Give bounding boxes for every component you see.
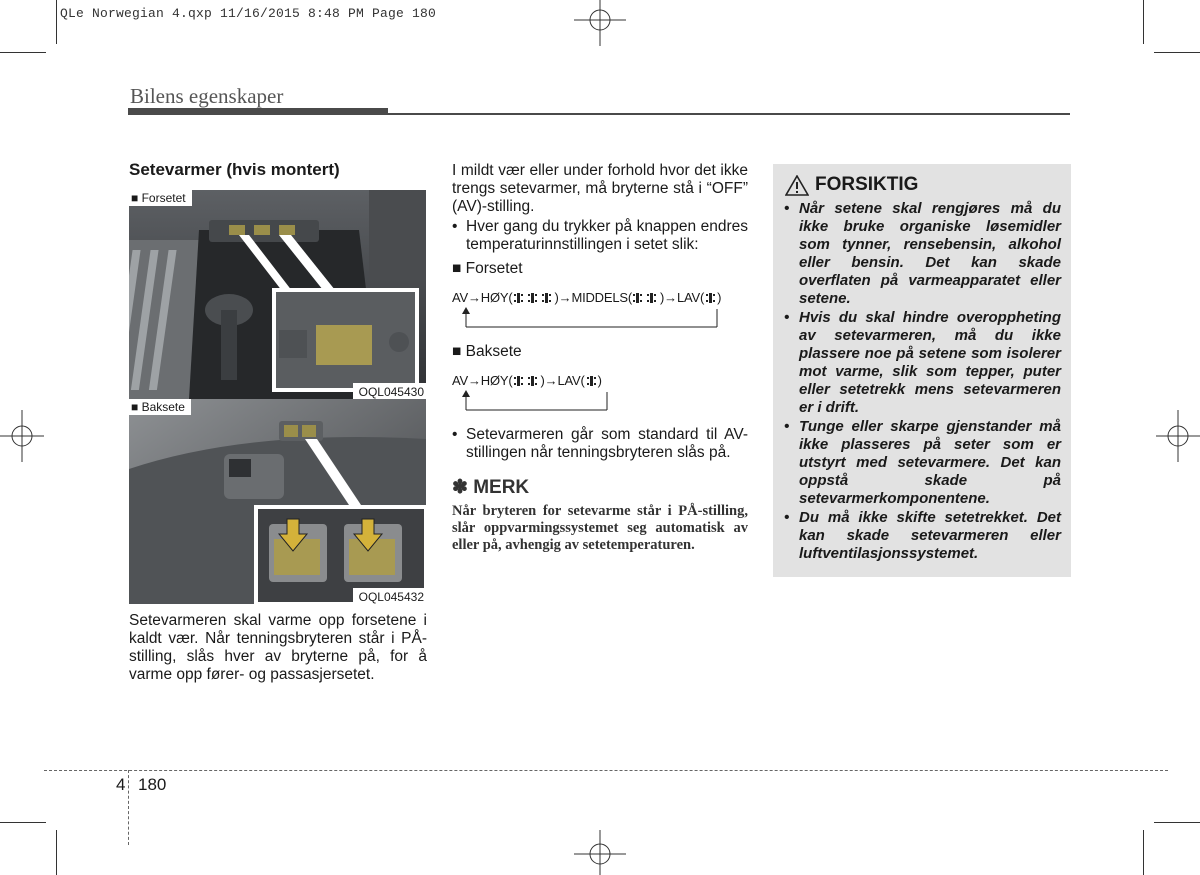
body-paragraph: Setevarmeren skal varme opp forsetene i kaldt vær. Når tenningsbryteren står i PÅ-stilling, slås hver av bryterne på, for å varme opp fører- og passasjersetet. <box>129 612 427 683</box>
seq-arrow: → <box>664 290 677 305</box>
intro-paragraph: I mildt vær eller under forhold hvor det ikke trengs setevarmer, må bryterne stå i “OFF” (AV)-stilling. <box>452 162 748 215</box>
bullet-dot: • <box>452 426 458 443</box>
warning-triangle-icon <box>785 175 809 196</box>
footer-rule <box>44 770 1168 771</box>
crop-mark <box>0 52 46 53</box>
caution-item <box>783 418 1061 508</box>
caution-bullet: • <box>784 200 790 217</box>
crop-mark <box>1143 0 1144 44</box>
caution-title: FORSIKTIG <box>815 174 919 195</box>
caution-box <box>773 164 1071 577</box>
note-body: Når bryteren for setevarme står i PÅ-stilling, slår oppvarmingssystemet seg automatisk av eller på, avhengig av setetemperaturen. <box>452 503 748 553</box>
cycle-return-line <box>452 307 748 333</box>
crop-mark <box>1154 52 1200 53</box>
seq-low: LAV( <box>676 290 705 305</box>
registration-mark-icon <box>1156 410 1200 462</box>
return-arrow-icon <box>452 307 748 333</box>
bullet-text: Setevarmeren går som standard til AV-stillingen når tenningsbryteren slås på. <box>466 426 748 461</box>
registration-mark-icon <box>574 828 626 875</box>
crop-mark <box>0 822 46 823</box>
seq-high: HØY( <box>480 290 513 305</box>
bullet-item <box>452 426 748 462</box>
seq-arrow: → <box>544 373 558 388</box>
caution-item <box>783 509 1061 563</box>
seq-arrow: → <box>467 290 481 305</box>
registration-mark-icon <box>574 0 626 48</box>
middle-column <box>452 162 748 554</box>
seat-heat-indicator-icon <box>585 374 598 388</box>
caution-item <box>783 309 1061 417</box>
front-seat-sequence <box>452 290 748 305</box>
seat-heat-indicator-icon <box>513 291 555 305</box>
photo-code: OQL045432 <box>353 588 426 604</box>
caution-bullet: • <box>784 309 790 326</box>
bullet-dot: • <box>452 218 458 235</box>
caution-text: Tunge eller skarpe gjenstander må ikke plasseres på seter som er utstyrt med setevarmere. Det kan oppstå skade på setevarmerkomponentene. <box>799 418 1061 507</box>
seq-close: ) <box>659 290 665 305</box>
caution-text: Hvis du skal hindre overoppheting av setevarmeren, må du ikke plassere noe på setene som isolerer mot varme, slik som tepper, puter eller setetrekk mens setevarmeren er i drift. <box>799 309 1061 416</box>
seq-medium: MIDDELS( <box>571 290 632 305</box>
caution-bullet: • <box>784 418 790 435</box>
title-rule <box>388 113 1070 115</box>
seq-high: HØY( <box>480 373 513 388</box>
photo-code: OQL045430 <box>353 383 426 399</box>
console-illustration <box>129 190 426 399</box>
note-heading: ✽ MERK <box>452 477 530 498</box>
seq-close: ) <box>554 290 559 305</box>
crop-mark <box>1154 822 1200 823</box>
seat-heat-indicator-icon <box>704 291 717 305</box>
crop-mark <box>56 830 57 875</box>
bullet-item <box>452 218 748 254</box>
page-number: 180 <box>138 775 167 794</box>
seat-heat-indicator-icon <box>513 374 541 388</box>
seq-close: ) <box>717 290 722 305</box>
caution-text: Du må ikke skifte setetrekket. Det kan skade setevarmeren eller luftventilasjonssystemet. <box>799 509 1061 562</box>
seq-arrow: → <box>467 373 481 388</box>
caution-heading <box>783 174 1061 196</box>
caution-text: Når setene skal rengjøres må du ikke bruke organiske løsemidler som tynner, rensebensin, alkohol eller bensin. Det kan skade overflaten på varmeapparatet eller setene. <box>799 200 1061 307</box>
seq-close: ) <box>540 373 545 388</box>
caution-item <box>783 200 1061 308</box>
left-column <box>129 160 427 684</box>
photo-label: ■ Forsetet <box>129 190 192 206</box>
print-slug: QLe Norwegian 4.qxp 11/16/2015 8:48 PM Page 180 <box>60 6 437 21</box>
photo-label: ■ Baksete <box>129 399 191 415</box>
section-title: Bilens egenskaper <box>130 84 284 108</box>
seq-off: AV <box>452 373 468 388</box>
seq-close: ) <box>597 373 602 388</box>
return-arrow-icon <box>452 390 748 416</box>
seq-off: AV <box>452 290 468 305</box>
front-seat-label: ■ Forsetet <box>452 260 523 277</box>
seat-heat-indicator-icon <box>632 291 660 305</box>
seq-low: LAV( <box>557 373 585 388</box>
rear-seat-sequence <box>452 373 748 388</box>
crop-mark <box>56 0 57 44</box>
chapter-number: 4 <box>116 775 126 794</box>
rear-seat-label: ■ Baksete <box>452 343 522 360</box>
rear-seat-photo <box>129 399 426 604</box>
registration-mark-icon <box>0 410 44 462</box>
door-panel-illustration <box>129 399 426 604</box>
caution-bullet: • <box>784 509 790 526</box>
seq-arrow: → <box>558 290 572 305</box>
subsection-heading: Setevarmer (hvis montert) <box>129 160 340 179</box>
cycle-return-line <box>452 390 748 416</box>
title-rule <box>128 108 388 115</box>
footer-rule <box>128 770 129 845</box>
crop-mark <box>1143 830 1144 875</box>
front-seat-photo <box>129 190 426 399</box>
bullet-text: Hver gang du trykker på knappen endres temperaturinnstillingen i setet slik: <box>466 218 748 253</box>
